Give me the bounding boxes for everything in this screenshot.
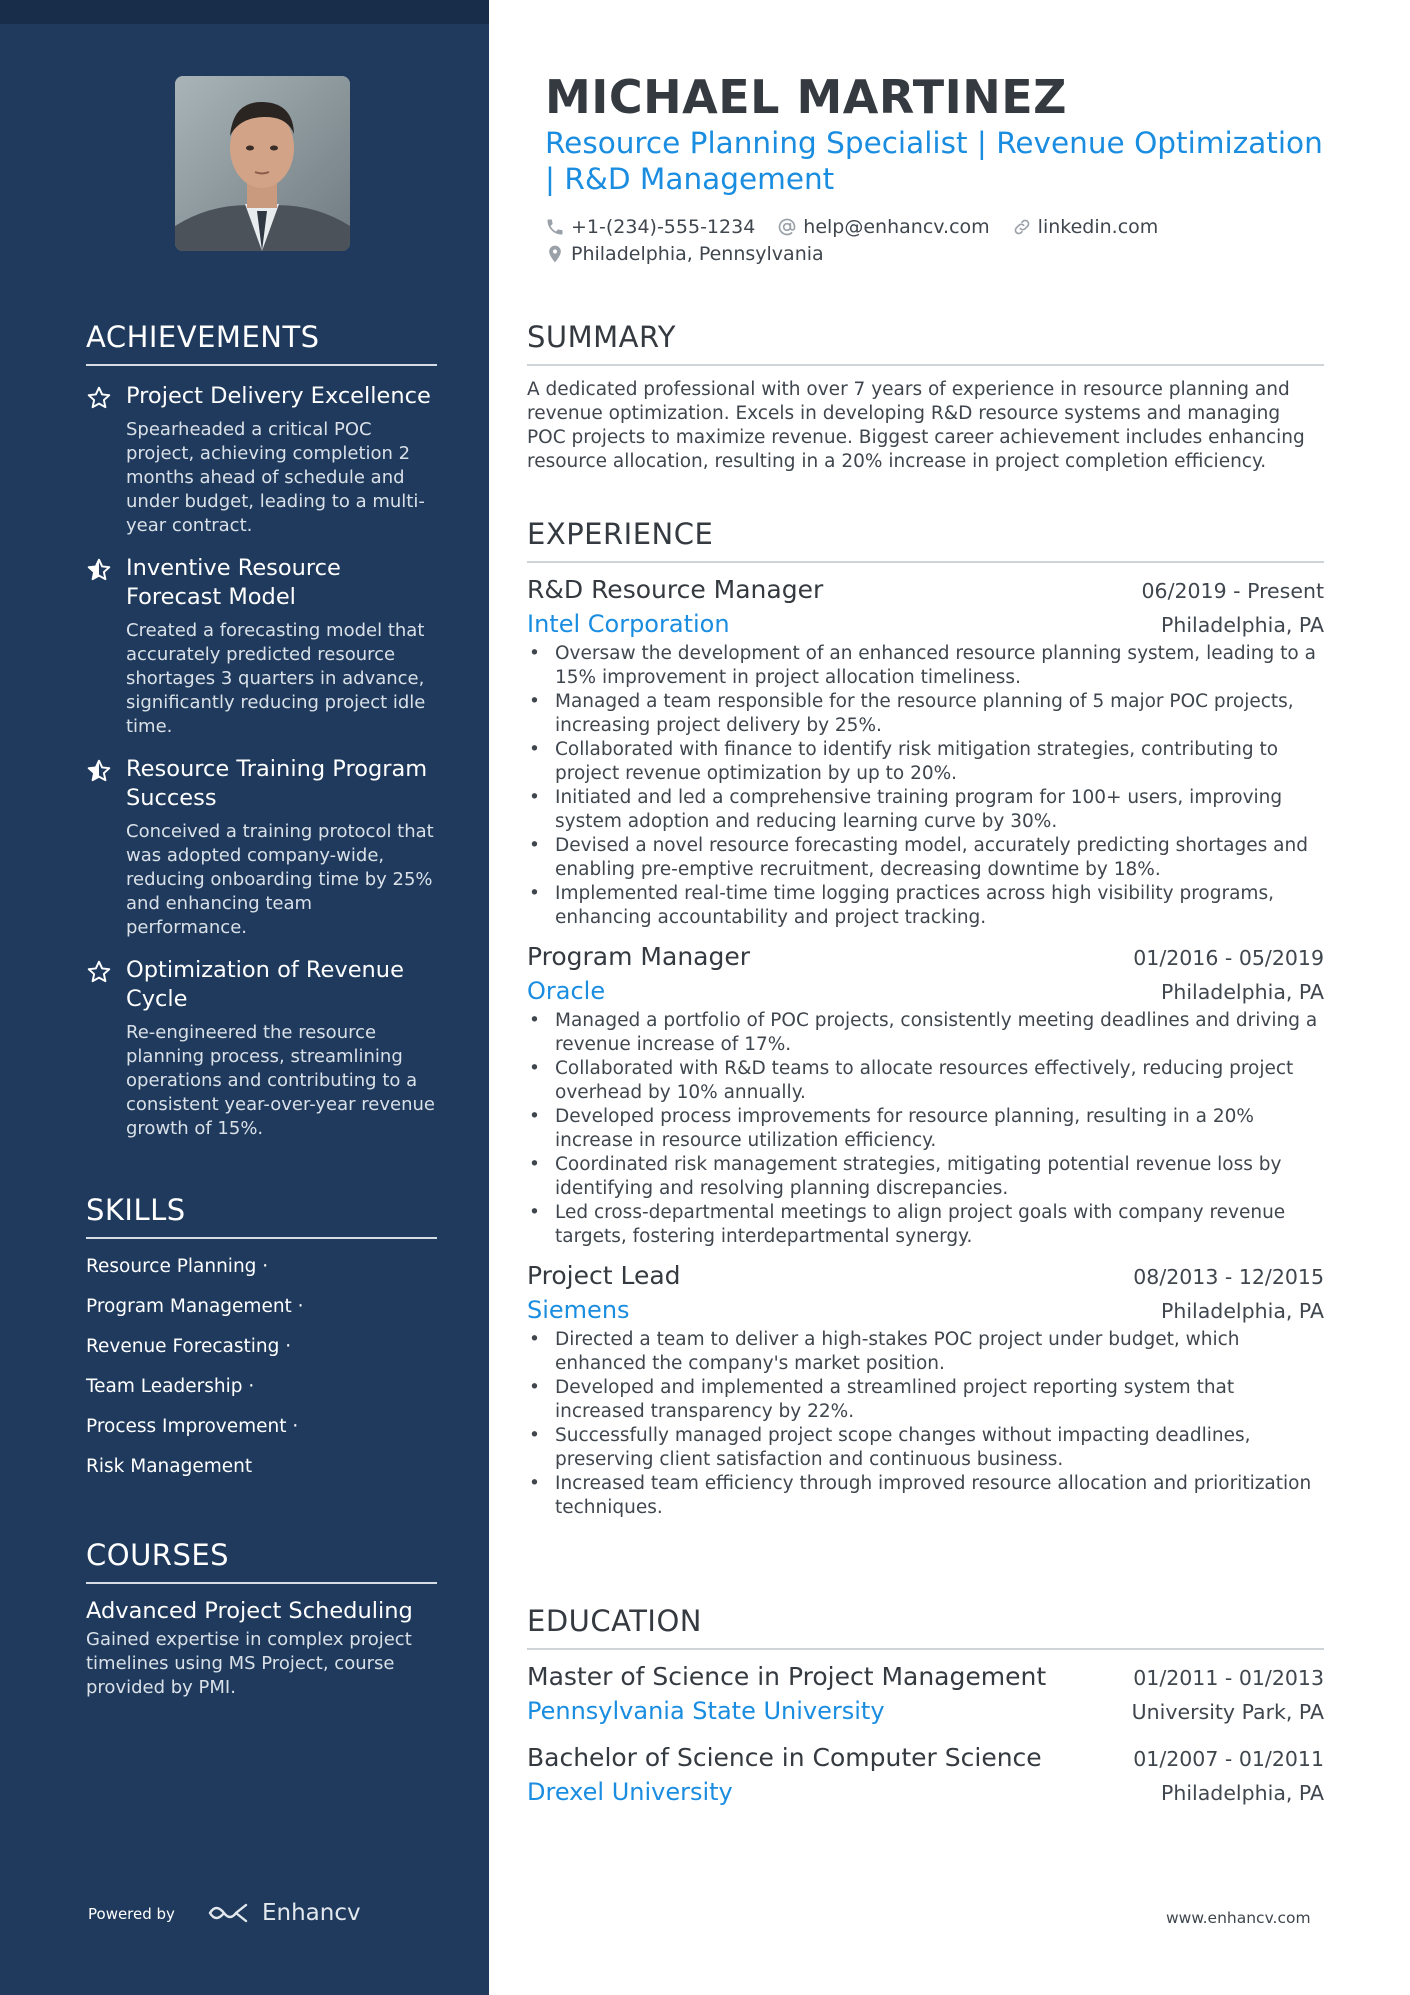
- job-entry: [527, 1261, 1324, 1520]
- job-bullet: • Managed a portfolio of POC projects, consistently meeting deadlines and driving a revenue increase of 17%.: [527, 1009, 1324, 1057]
- job-bullet: • Managed a team responsible for the resource planning of 5 major POC projects, increasing project delivery by 25%.: [527, 690, 1324, 738]
- job-bullets: [527, 642, 1324, 930]
- contact-row: [545, 216, 1180, 238]
- skill-item: Team Leadership ·: [86, 1376, 255, 1397]
- school-name[interactable]: Pennsylvania State University: [527, 1697, 885, 1725]
- achievement-title: Project Delivery Excellence: [126, 383, 431, 409]
- achievement-item: [86, 755, 437, 940]
- job-dates: 01/2016 - 05/2019: [1133, 946, 1324, 970]
- job-bullet: • Successfully managed project scope changes without impacting deadlines, preserving client satisfaction and continuous business.: [527, 1424, 1324, 1472]
- contact-email[interactable]: [777, 216, 989, 238]
- course-description: Gained expertise in complex project timelines using MS Project, course provided by PMI.: [86, 1629, 412, 1698]
- school-name[interactable]: Drexel University: [527, 1778, 733, 1806]
- profile-photo-image: [175, 76, 350, 251]
- profile-photo: [175, 76, 350, 251]
- degree-title: Master of Science in Project Management: [527, 1662, 1047, 1691]
- job-dates: 06/2019 - Present: [1141, 579, 1324, 603]
- job-location: Philadelphia, PA: [1161, 613, 1324, 637]
- job-bullets: [527, 1009, 1324, 1249]
- location-text: Philadelphia, Pennsylvania: [571, 243, 824, 265]
- powered-by-label: Powered by: [88, 1905, 175, 1923]
- job-title: Program Manager: [527, 942, 751, 971]
- sidebar-top-strip: [0, 0, 489, 24]
- achievement-item: [86, 382, 437, 538]
- achievement-title: Optimization of Revenue Cycle: [126, 957, 404, 1012]
- education-section: [527, 1604, 1324, 1806]
- job-bullet: • Developed and implemented a streamlined project reporting system that increased transparency by 22%.: [527, 1376, 1324, 1424]
- job-entry: [527, 575, 1324, 930]
- education-dates: 01/2007 - 01/2011: [1133, 1747, 1324, 1771]
- job-location: Philadelphia, PA: [1161, 980, 1324, 1004]
- link-icon: [1012, 217, 1032, 237]
- experience-title: EXPERIENCE: [527, 517, 1324, 563]
- skill-item: Resource Planning ·: [86, 1256, 269, 1277]
- job-location: Philadelphia, PA: [1161, 1299, 1324, 1323]
- job-bullets: [527, 1328, 1324, 1520]
- phone-icon: [545, 217, 565, 237]
- achievement-item: [86, 956, 437, 1141]
- job-bullet: • Directed a team to deliver a high-stakes POC project under budget, which enhanced the company's market position.: [527, 1328, 1324, 1376]
- achievements-section: [86, 320, 437, 1141]
- candidate-name: MICHAEL MARTINEZ: [545, 70, 1067, 124]
- job-company[interactable]: Siemens: [527, 1296, 630, 1324]
- job-bullet: • Coordinated risk management strategies, mitigating potential revenue loss by identifying and resolving planning discrepancies.: [527, 1153, 1324, 1201]
- job-dates: 08/2013 - 12/2015: [1133, 1265, 1324, 1289]
- achievement-description: Created a forecasting model that accurately predicted resource shortages 3 quarters in advance, significantly reducing project idle time.: [126, 620, 426, 737]
- linkedin-text: linkedin.com: [1037, 216, 1159, 238]
- star-half-icon: [86, 557, 112, 583]
- achievement-title: Inventive Resource Forecast Model: [126, 555, 341, 610]
- star-half-icon: [86, 758, 112, 784]
- job-bullet: • Devised a novel resource forecasting model, accurately predicting shortages and enabling pre-emptive recruitment, decreasing downtime by 18%.: [527, 834, 1324, 882]
- contact-row-location: [545, 243, 846, 265]
- achievements-title: ACHIEVEMENTS: [86, 320, 437, 366]
- achievement-item: [86, 554, 437, 739]
- sidebar: [0, 0, 489, 1995]
- phone-text: +1-(234)-555-1234: [571, 216, 756, 238]
- education-entry: [527, 1743, 1324, 1806]
- skill-item: Revenue Forecasting ·: [86, 1336, 292, 1357]
- summary-text: A dedicated professional with over 7 years of experience in resource planning and revenue optimization. Excels in developing R&D resource systems and managing POC projects to maximize revenue. Biggest career achievement includes enhancing resource allocation, resulting in a 20% increase in project completion efficiency.: [527, 379, 1305, 472]
- star-outline-icon: [86, 959, 112, 985]
- enhancv-logo[interactable]: [206, 1900, 361, 1926]
- location-pin-icon: [545, 244, 565, 264]
- courses-title: COURSES: [86, 1538, 437, 1584]
- skill-item: Program Management ·: [86, 1296, 304, 1317]
- job-bullet: • Initiated and led a comprehensive training program for 100+ users, improving system adoption and reducing learning curve by 30%.: [527, 786, 1324, 834]
- course-title: Advanced Project Scheduling: [86, 1598, 413, 1624]
- job-title: Project Lead: [527, 1261, 681, 1290]
- skill-item: Process Improvement ·: [86, 1416, 299, 1437]
- education-dates: 01/2011 - 01/2013: [1133, 1666, 1324, 1690]
- skills-title: SKILLS: [86, 1193, 437, 1239]
- summary-section: [527, 320, 1324, 474]
- job-bullet: • Oversaw the development of an enhanced resource planning system, leading to a 15% improvement in project allocation timeliness.: [527, 642, 1324, 690]
- education-entry: [527, 1662, 1324, 1725]
- job-title: R&D Resource Manager: [527, 575, 824, 604]
- experience-section: [527, 517, 1324, 1520]
- job-bullet: • Collaborated with finance to identify risk mitigation strategies, contributing to project revenue optimization by up to 20%.: [527, 738, 1324, 786]
- enhancv-brand-text: Enhancv: [262, 1900, 361, 1926]
- star-outline-icon: [86, 385, 112, 411]
- achievement-description: Spearheaded a critical POC project, achieving completion 2 months ahead of schedule and under budget, leading to a multi-year contract.: [126, 419, 425, 536]
- contact-location: [545, 243, 824, 265]
- job-company[interactable]: Intel Corporation: [527, 610, 730, 638]
- achievement-description: Conceived a training protocol that was adopted company-wide, reducing onboarding time by 25% and enhancing team performance.: [126, 821, 434, 938]
- education-title: EDUCATION: [527, 1604, 1324, 1650]
- job-bullet: • Increased team efficiency through improved resource allocation and prioritization techniques.: [527, 1472, 1324, 1520]
- enhancv-website-link[interactable]: www.enhancv.com: [1166, 1909, 1311, 1927]
- job-bullet: • Led cross-departmental meetings to align project goals with company revenue targets, fostering interdepartmental synergy.: [527, 1201, 1324, 1249]
- school-location: Philadelphia, PA: [1161, 1781, 1324, 1805]
- contact-phone[interactable]: [545, 216, 755, 238]
- degree-title: Bachelor of Science in Computer Science: [527, 1743, 1042, 1772]
- courses-section: [86, 1538, 437, 1700]
- email-text: help@enhancv.com: [803, 216, 990, 238]
- candidate-headline: Resource Planning Specialist | Revenue Optimization | R&D Management: [545, 126, 1323, 196]
- school-location: University Park, PA: [1131, 1700, 1324, 1724]
- at-sign-icon: [777, 217, 797, 237]
- skills-section: [86, 1193, 437, 1479]
- summary-title: SUMMARY: [527, 320, 1324, 366]
- achievement-description: Re-engineered the resource planning process, streamlining operations and contributing to a consistent year-over-year revenue growth of 15%.: [126, 1022, 435, 1139]
- job-bullet: • Developed process improvements for resource planning, resulting in a 20% increase in resource utilization efficiency.: [527, 1105, 1324, 1153]
- contact-linkedin[interactable]: [1012, 216, 1159, 238]
- job-bullet: • Collaborated with R&D teams to allocate resources effectively, reducing project overhead by 10% annually.: [527, 1057, 1324, 1105]
- enhancv-logo-icon: [206, 1901, 254, 1925]
- achievement-title: Resource Training Program Success: [126, 756, 428, 811]
- job-entry: [527, 942, 1324, 1249]
- job-bullet: • Implemented real-time time logging practices across high visibility programs, enhancing accountability and project tracking.: [527, 882, 1324, 930]
- skill-item: Risk Management: [86, 1456, 253, 1477]
- job-company[interactable]: Oracle: [527, 977, 606, 1005]
